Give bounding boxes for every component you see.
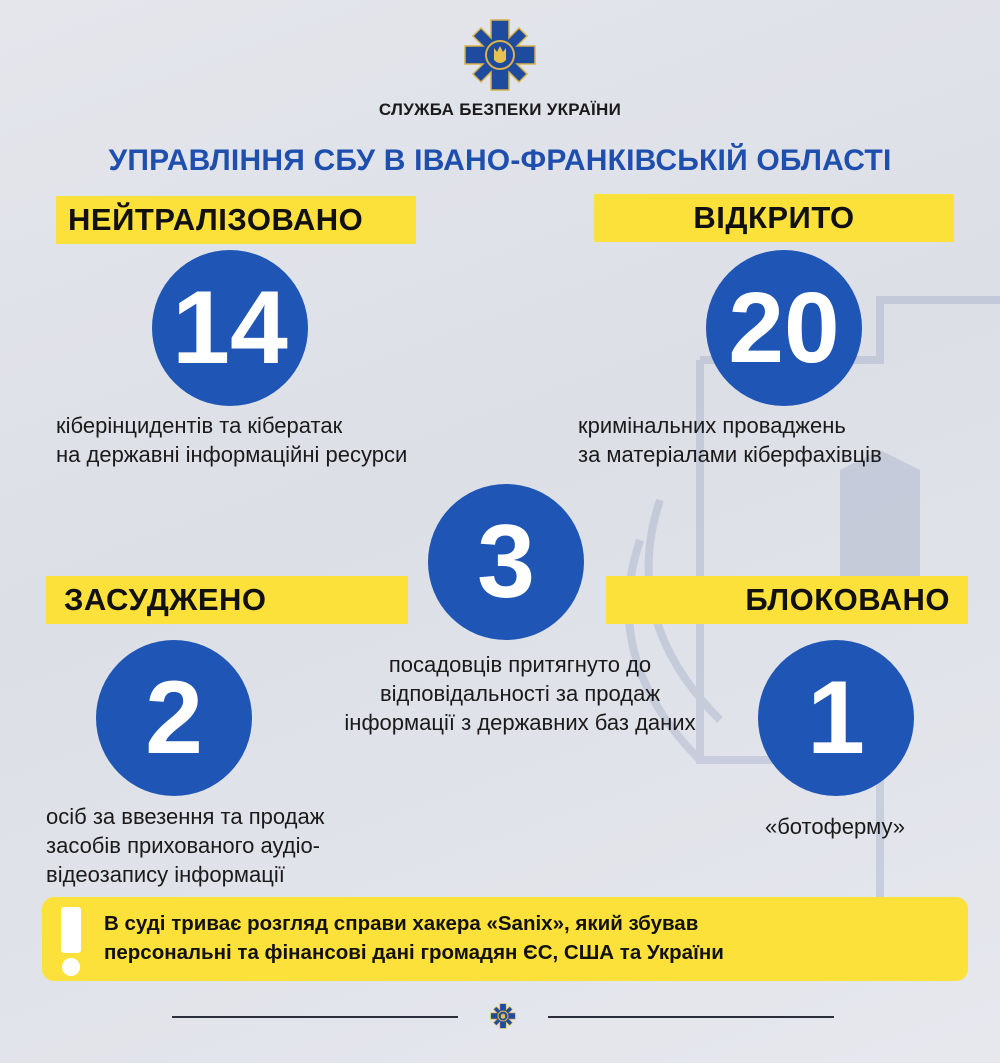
stat-desc-officials [280,650,760,737]
desc-line: інформації з державних баз даних [344,710,696,735]
label-convicted: ЗАСУДЖЕНО [46,576,408,624]
org-name: СЛУЖБА БЕЗПЕКИ УКРАЇНИ [378,100,622,119]
desc-line: на державні інформаційні ресурси [56,442,408,467]
stat-circle-opened [706,250,862,406]
stat-circle-officials [428,484,584,640]
notice-line: персональні та фінансові дані громадян ЄС, США та України [104,941,724,964]
stat-number-neutralized: 14 [172,270,288,386]
stat-desc-opened [578,411,978,469]
footer-divider-right [548,1016,834,1018]
desc-line: кримінальних проваджень [578,413,846,438]
desc-line: посадовців притягнуто до [388,652,652,677]
desc-line: «ботоферму» [764,814,906,839]
stat-desc-neutralized [56,411,526,469]
desc-line: за матеріалами кіберфахівців [578,442,882,467]
footer-divider-left [172,1016,458,1018]
stat-number-opened: 20 [728,272,840,384]
label-opened: ВІДКРИТО [594,194,954,242]
stat-number-convicted: 2 [145,660,203,776]
desc-line: відеозапису інформації [46,862,285,887]
sbu-emblem-icon [490,1003,516,1029]
stat-number-officials: 3 [477,504,535,620]
notice-line: В суді триває розгляд справи хакера «Sanix», який збував [104,912,699,935]
stat-circle-convicted [96,640,252,796]
stat-desc-convicted [46,802,446,889]
label-neutralized: НЕЙТРАЛІЗОВАНО [56,196,416,244]
notice-banner [42,897,968,981]
stat-desc-blocked [720,812,950,841]
page-title: УПРАВЛІННЯ СБУ В ІВАНО-ФРАНКІВСЬКІЙ ОБЛАСТІ [108,144,892,177]
exclamation-icon [56,905,86,977]
stat-circle-blocked [758,640,914,796]
desc-line: кіберінцидентів та кібератак [56,413,343,438]
stat-number-blocked: 1 [807,660,865,776]
desc-line: засобів прихованого аудіо- [46,833,321,858]
notice-text [104,909,954,967]
desc-line: осіб за ввезення та продаж [46,804,325,829]
stat-circle-neutralized [152,250,308,406]
sbu-emblem-icon [463,18,537,92]
desc-line: відповідальності за продаж [379,681,661,706]
label-blocked: БЛОКОВАНО [606,576,968,624]
